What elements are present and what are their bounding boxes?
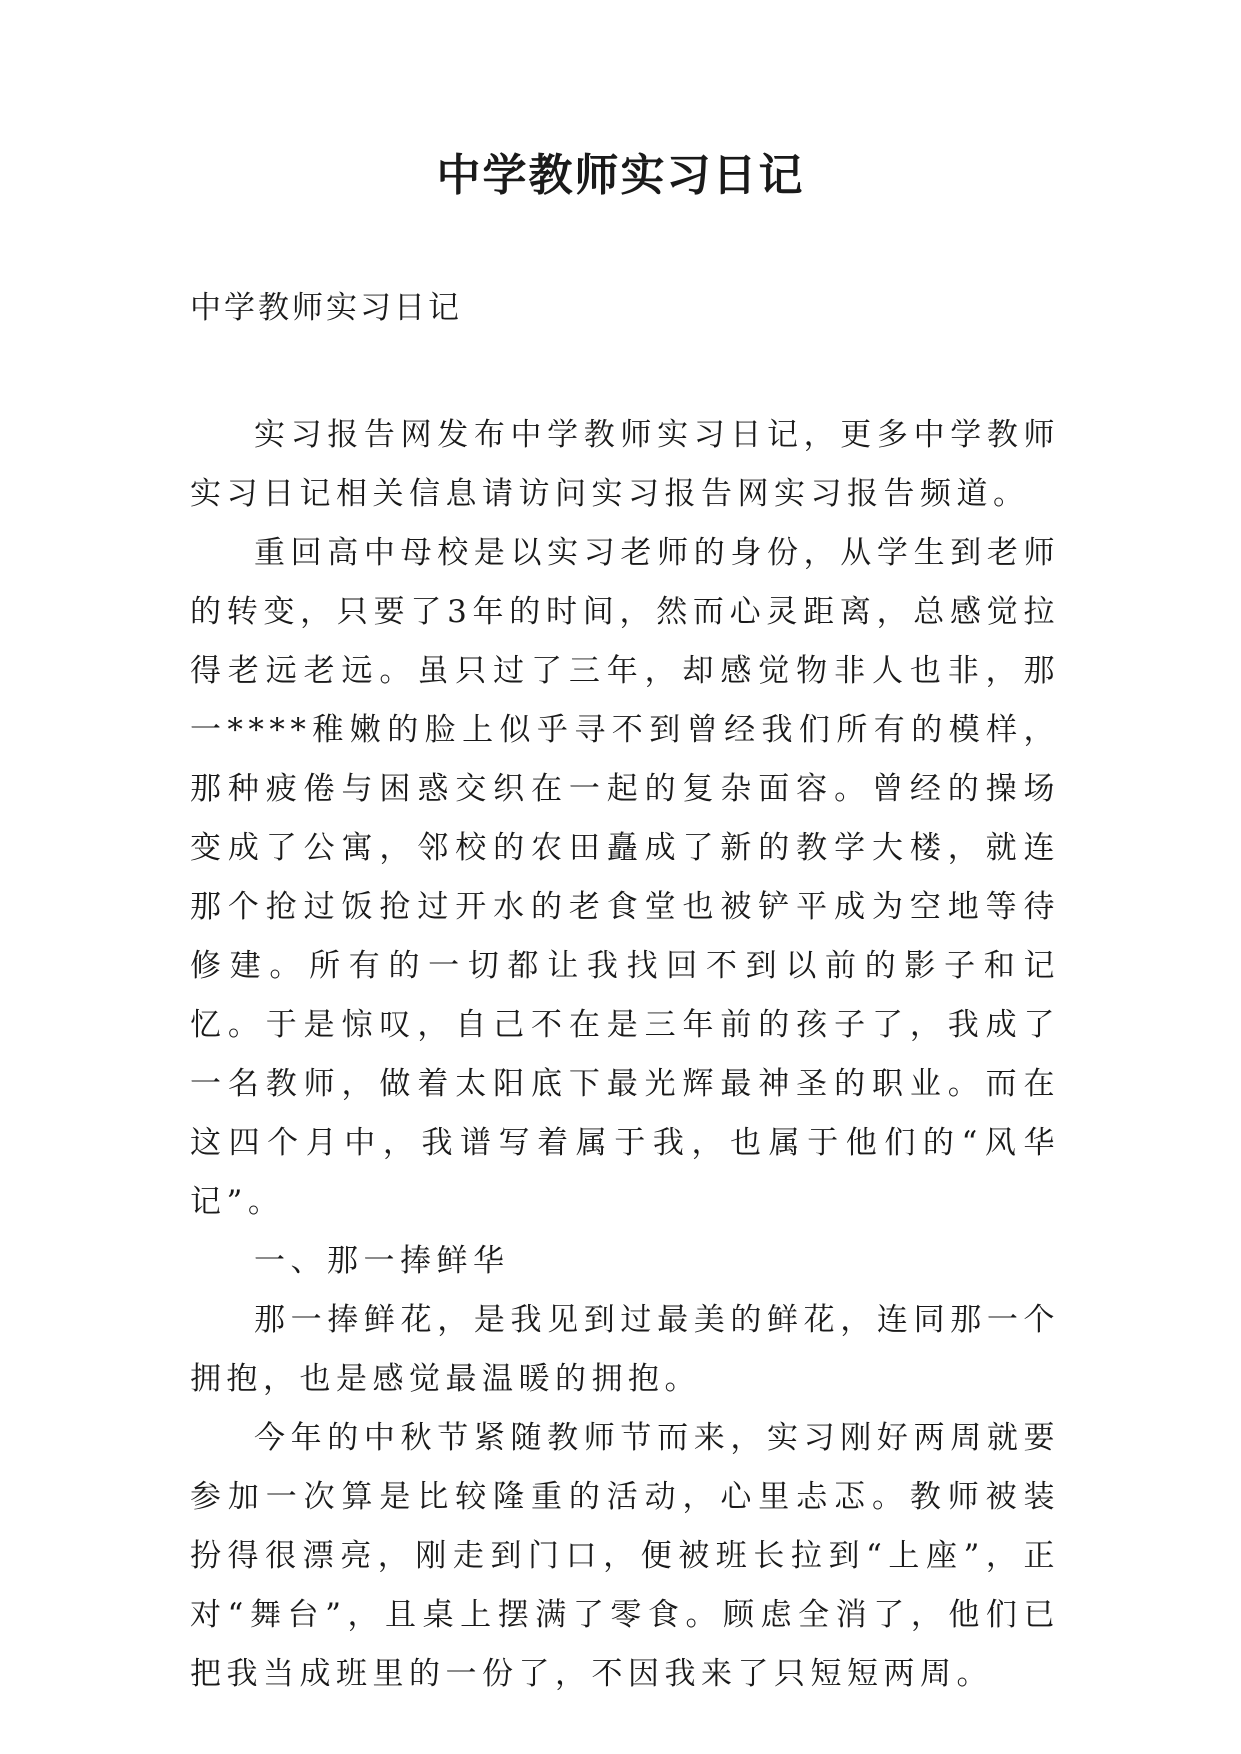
document-subtitle: 中学教师实习日记 <box>190 290 462 326</box>
paragraph-flowers: 那一捧鲜花，是我见到过最美的鲜花，连同那一个拥抱，也是感觉最温暖的拥抱。 <box>190 1302 1060 1397</box>
paragraph-intro: 实习报告网发布中学教师实习日记，更多中学教师实习日记相关信息请访问实习报告网实习报告频道。 <box>190 417 1060 512</box>
section-heading: 一、那一捧鲜华 <box>254 1243 510 1279</box>
paragraph-return-to-school: 重回高中母校是以实习老师的身份，从学生到老师的转变，只要了3年的时间，然而心灵距离，总感觉拉得老远老远。虽只过了三年，却感觉物非人也非，那一****稚嫩的脸上似乎寻不到曾经我们所有的模样，那种疲倦与困惑交织在一起的复杂面容。曾经的操场变成了公寓，邻校的农田矗成了新的教学大楼，就连那个抢过饭抢过开水的老食堂也被铲平成为空地等待修建。所有的一切都让我找回不到以前的影子和记忆。于是惊叹，自己不在是三年前的孩子了，我成了一名教师，做着太阳底下最光辉最神圣的职业。而在这四个月中，我谱写着属于我，也属于他们的“风华记”。 <box>190 535 1060 1220</box>
document-body <box>190 406 1060 1704</box>
document-title: 中学教师实习日记 <box>436 150 805 201</box>
paragraph-mid-autumn: 今年的中秋节紧随教师节而来，实习刚好两周就要参加一次算是比较隆重的活动，心里忐忑。教师被装扮得很漂亮，刚走到门口，便被班长拉到“上座”，正对“舞台”，且桌上摆满了零食。顾虑全消了，他们已把我当成班里的一份了，不因我来了只短短两周。 <box>190 1420 1060 1692</box>
